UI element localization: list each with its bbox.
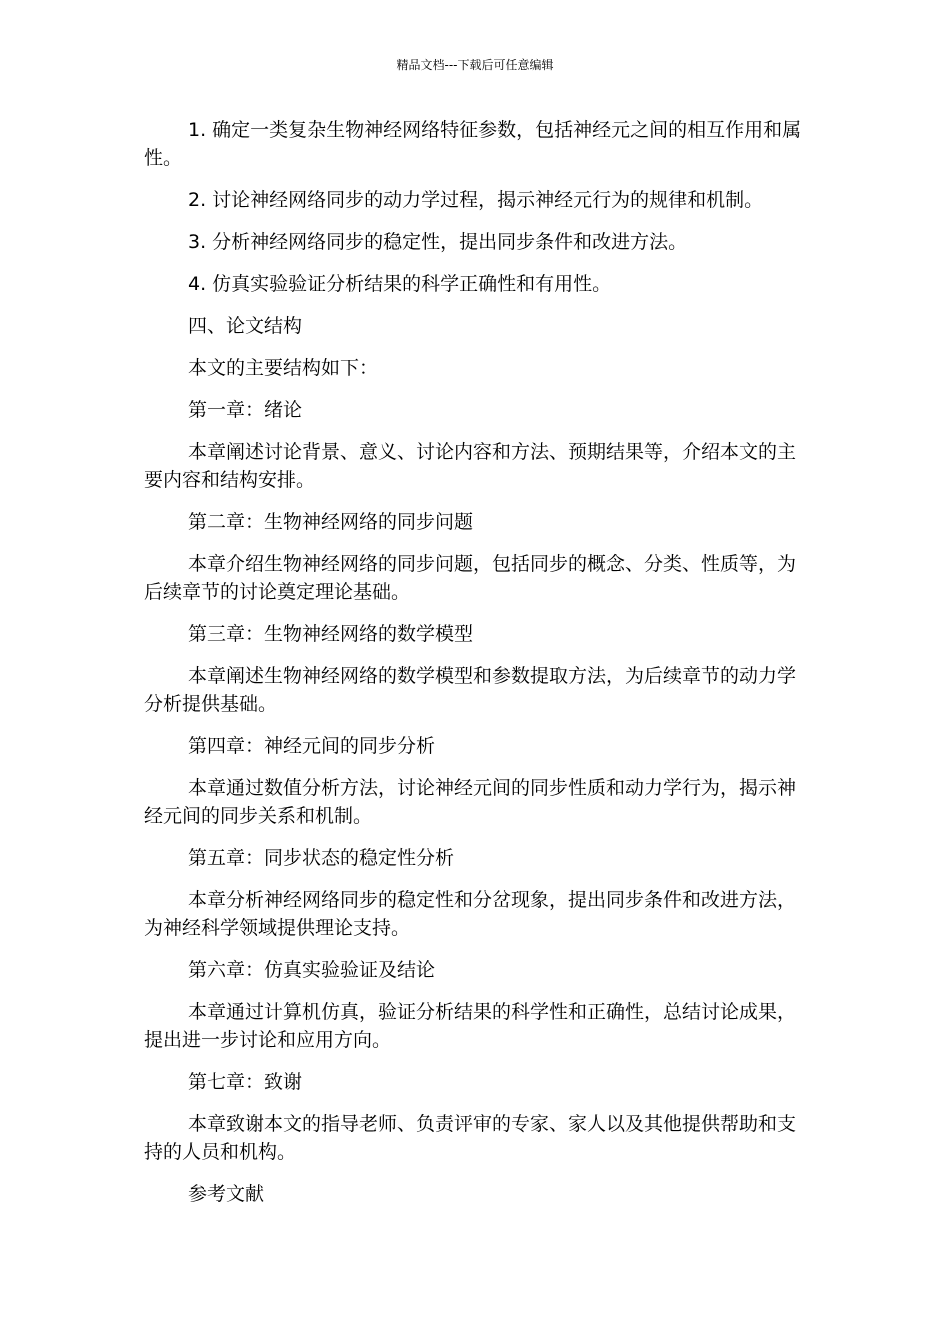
document-body <box>144 116 814 1222</box>
chapter-3-description: 本章阐述生物神经网络的数学模型和参数提取方法，为后续章节的动力学分析提供基础。 <box>144 665 797 715</box>
chapter-6-description: 本章通过计算机仿真，验证分析结果的科学性和正确性，总结讨论成果，提出进一步讨论和应用方向。 <box>144 1001 797 1051</box>
references-heading: 参考文献 <box>188 1183 265 1205</box>
chapter-1-description: 本章阐述讨论背景、意义、讨论内容和方法、预期结果等，介绍本文的主要内容和结构安排。 <box>144 441 797 491</box>
chapter-7-description: 本章致谢本文的指导老师、负责评审的专家、家人以及其他提供帮助和支持的人员和机构。 <box>144 1113 797 1163</box>
chapter-6-title: 第六章：仿真实验验证及结论 <box>188 959 436 981</box>
objective-item-4: 4. 仿真实验验证分析结果的科学正确性和有用性。 <box>188 273 612 295</box>
chapter-5-title: 第五章：同步状态的稳定性分析 <box>188 847 455 869</box>
objective-item-3: 3. 分析神经网络同步的稳定性，提出同步条件和改进方法。 <box>188 231 688 253</box>
chapter-1-title: 第一章：绪论 <box>188 399 303 421</box>
chapter-2-title: 第二章：生物神经网络的同步问题 <box>188 511 474 533</box>
section-heading-structure: 四、论文结构 <box>188 315 303 337</box>
chapter-2-description: 本章介绍生物神经网络的同步问题，包括同步的概念、分类、性质等，为后续章节的讨论奠定理论基础。 <box>144 553 797 603</box>
chapter-5-description: 本章分析神经网络同步的稳定性和分岔现象，提出同步条件和改进方法，为神经科学领域提供理论支持。 <box>144 889 797 939</box>
objective-item-1: 1. 确定一类复杂生物神经网络特征参数，包括神经元之间的相互作用和属性。 <box>144 119 802 169</box>
chapter-3-title: 第三章：生物神经网络的数学模型 <box>188 623 474 645</box>
chapter-7-title: 第七章：致谢 <box>188 1071 303 1093</box>
chapter-4-title: 第四章：神经元间的同步分析 <box>188 735 436 757</box>
structure-intro: 本文的主要结构如下： <box>188 357 379 379</box>
objective-item-2: 2. 讨论神经网络同步的动力学过程，揭示神经元行为的规律和机制。 <box>188 189 764 211</box>
chapter-4-description: 本章通过数值分析方法，讨论神经元间的同步性质和动力学行为，揭示神经元间的同步关系和机制。 <box>144 777 797 827</box>
page-header: 精品文档---下载后可任意编辑 <box>396 58 554 72</box>
